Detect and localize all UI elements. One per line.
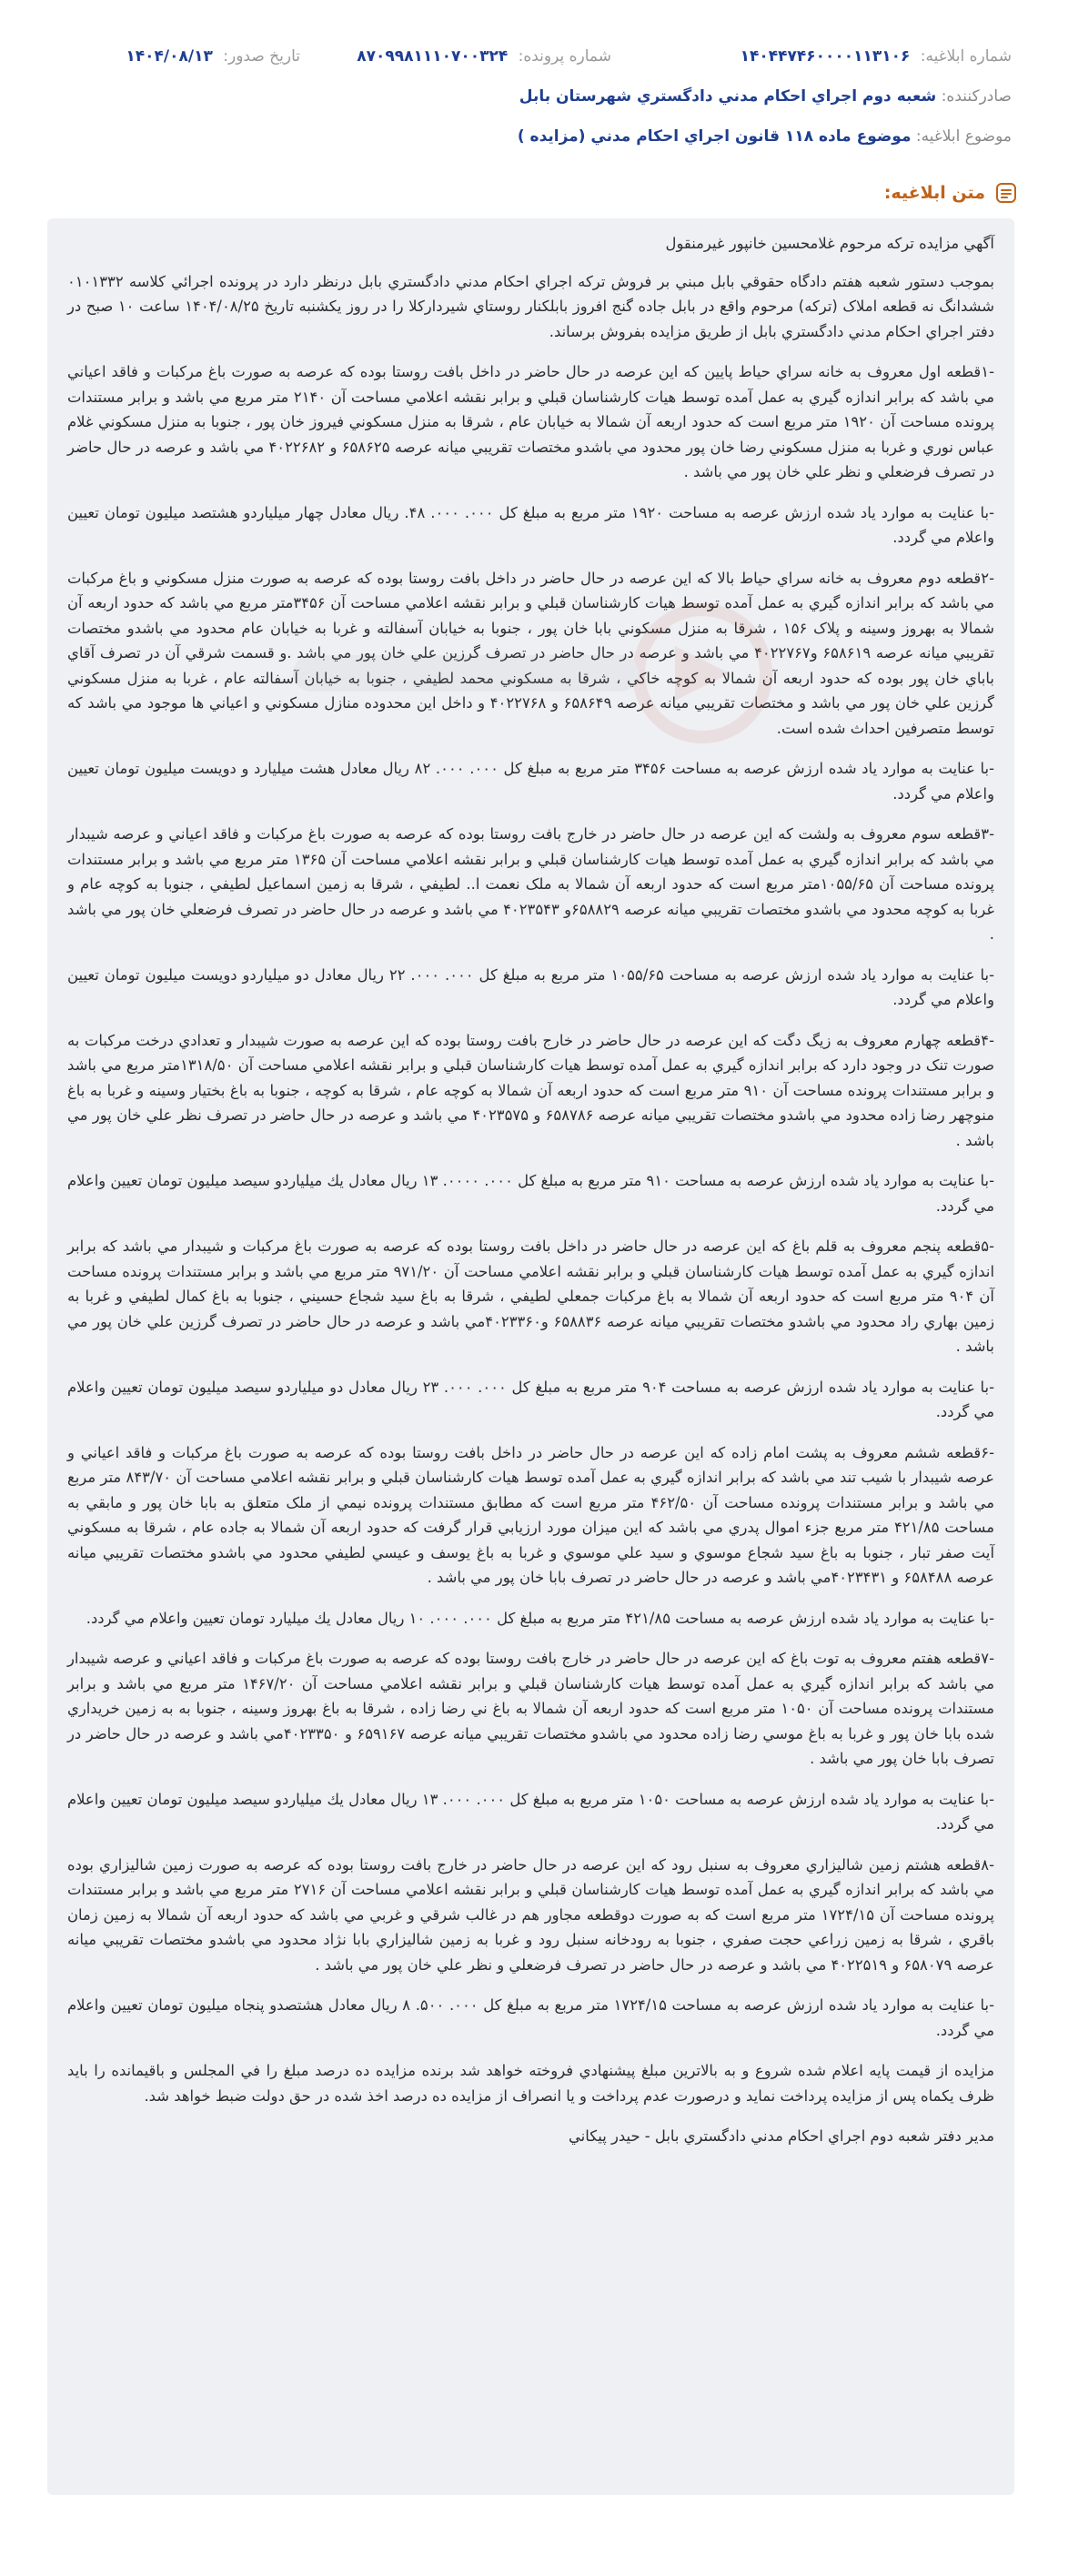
document-list-icon (994, 181, 1018, 205)
notice-header (0, 0, 1068, 182)
notice-body (47, 218, 1014, 2495)
paragraph-plot-8-value: -با عنايت به موارد ياد شده ارزش عرصه به مساحت ۱۷۲۴/۱۵ متر مربع به مبلغ کل ۰۰۰. ۵۰۰. ۸ ريال معادل هشتصدو پنجاه ميليون تومان تعيين واعلام مي گردد. (67, 1996, 994, 2039)
paragraph-plot-3: -۳قطعه سوم معروف به ولشت که اين عرصه در حال حاضر در خارج بافت روستا بوده که عرصه به صورت باغ مرکبات و فاقد اعياني و عرصه شيبدار مي باشد که برابر اندازه گيري به عمل آمده توسط هيات کارشناسان قبلي و برابر نقشه اعلامي مساحت آن ۱۳۶۵ متر مربع مي باشد و برابر مستندات پرونده مساحت آن ۱۰۵۵/۶۵متر مربع است که حدود اربعه آن شمالا به ملک نعمت ا.. لطيفي ، شرقا به زمين اسماعيل لطيفي ، جنوبا به کوچه عام و غربا به کوچه محدود مي باشدو مختصات تقريبي ميانه عرصه ۶۵۸۸۲۹و ۴۰۲۳۵۴۳ مي باشد و عرصه در حال حاضر در تصرف فرضعلي خان پور مي باشد . (67, 825, 995, 943)
sender-value: شعبه دوم اجراي احکام مدني دادگستري شهرستان بابل (519, 87, 937, 106)
issue-date (126, 47, 300, 66)
case-number-value: ۸۷۰۹۹۸۱۱۱۰۷۰۰۳۲۴ (357, 47, 509, 66)
paragraph-plot-1: -۱قطعه اول معروف به خانه سراي حياط پايين که اين عرصه در حال حاضر در داخل بافت روستا بوده که عرصه به صورت باغ مرکبات و فاقد اعياني مي باشد که برابر اندازه گيري به عمل آمده توسط هيات کارشناسان قبلي و برابر نقشه اعلامي مساحت آن ۲۱۴۰ متر مربع مي باشد و برابر مستندات پرونده مساحت آن ۱۹۲۰ متر مربع است که حدود اربعه آن شمالا به خيابان عام ، شرقا به منزل مسکوني فيروز خان پور ، جنوبا به منزل مسکوني غلام عباس نوري و غربا به منزل مسکوني رضا خان پور محدود مي باشدو مختصات تقريبي ميانه عرصه ۶۵۸۶۲۵ و ۴۰۲۲۶۸۲ مي باشد و عرصه در حال حاضر در تصرف فرضعلي و نظر علي خان پور مي باشد . (67, 363, 995, 480)
sender-row (55, 87, 1012, 106)
paragraph-plot-6-value: -با عنايت به موارد ياد شده ارزش عرصه به مساحت ۴۲۱/۸۵ متر مربع به مبلغ کل ۰۰۰. ۰۰۰. ۱۰ ريال معادل يك ميليارد تومان تعيين واعلام مي گردد. (86, 1609, 994, 1627)
paragraph-intro: بموجب دستور شعبه هفتم دادگاه حقوقي بابل مبني بر فروش ترکه اجراي احکام مدني دادگستري بابل درنظر دارد در پرونده اجرائي کلاسه ۰۱۰۱۳۳۲ ششدانگ نه قطعه املاک (ترکه) مرحوم واقع در بابل جاده گنج افروز بابلکنار روستاي شيرداركلا را در روز يكشنبه تاريخ ۱۴۰۴/۰۸/۲۵ ساعت ۱۰ صبح در دفتر اجراي احكام مدني دادگستري بابل از طريق مزايده بفروش برساند. (67, 272, 994, 340)
paragraph-plot-8: -۸قطعه هشتم زمين شاليزاري معروف به سنبل رود که اين عرصه در حال حاضر در خارج بافت روستا بوده که عرصه به صورت زمين شاليزاري بوده مي باشد که برابر اندازه گيري به عمل آمده توسط هيات کارشناسان قبلي و برابر نقشه اعلامي مساحت آن ۲۷۱۶ متر مربع مي باشد و برابر مستندات پرونده مساحت آن ۱۷۲۴/۱۵ متر مربع است که به صورت دوقطعه مجاور هم در غالب شرقي و غربي مي باشد که حدود اربعه آن شمالا به زمين زمان باقري ، شرقا به زمين زراعي حجت صفري ، جنوبا به رودخانه سنبل رود و غربا به زمين شاليزاري بابا نژاد محدود مي باشدو مختصات تقريبي ميانه عرصه ۶۵۸۰۷۹ و ۴۰۲۲۵۱۹ مي باشد و عرصه در حال حاضر در تصرف فرضعلي و نظر علي خان پور مي باشد . (67, 1855, 995, 1974)
notice-text-title: متن ابلاغيه: (883, 183, 985, 203)
paragraph-title: آگهي مزايده ترکه مرحوم غلامحسين خانپور غيرمنقول (665, 235, 994, 252)
paragraph-plot-3-value: -با عنايت به موارد ياد شده ارزش عرصه به مساحت ۱۰۵۵/۶۵ متر مربع به مبلغ کل ۰۰۰. ۰۰۰. ۲۲ ريال معادل دو ميلياردو دويست ميليون تومان تعيين واعلام مي گردد. (67, 965, 994, 1008)
paragraph-plot-5-value: -با عنايت به موارد ياد شده ارزش عرصه به مساحت ۹۰۴ متر مربع به مبلغ کل ۰۰۰. ۰۰۰. ۲۳ ريال معادل دو ميلياردو سيصد ميليون تومان تعيين واعلام مي گردد. (67, 1378, 994, 1420)
paragraph-plot-7-value: -با عنايت به موارد ياد شده ارزش عرصه به مساحت ۱۰۵۰ متر مربع به مبلغ کل ۰۰۰. ۰۰۰. ۱۳ ريال معادل يك ميلياردو سيصد ميليون تومان تعيين واعلام مي گردد. (67, 1790, 995, 1833)
paragraph-plot-6: -۶قطعه ششم معروف به پشت امام زاده که اين عرصه در حال حاضر در داخل بافت روستا بوده که عرصه به صورت باغ مرکبات و فاقد اعياني و عرصه شيبدار با شيب تند مي باشد که برابر اندازه گيري به عمل آمده توسط هيات کارشناسان قبلي و برابر نقشه اعلامي مساحت آن ۸۴۳/۷۰ متر مربع مي باشد و برابر مستندات پرونده مساحت آن ۴۶۲/۵۰ متر مربع است که مطابق مستندات پرونده نيمي از ملک متعلق به بابا خان پور و مابقي به مساحت ۴۲۱/۸۵ متر مربع جزء اموال پدري مي باشد که اين ميزان مورد ارزيابي قرار گرفت که حدود اربعه آن شمالا به جاده عام ، شرقا به مسکوني آيت صفر تبار ، جنوبا به باغ سيد شجاع موسوي و سيد علي موسوي و غربا به باغ يوسف و عيسي لطيفي محدود مي باشدو مختصات تقريبي ميانه عرصه ۶۵۸۴۸۸ و ۴۰۲۳۴۳۱مي باشد و عرصه در حال حاضر در تصرف بابا خان پور مي باشد . (67, 1443, 995, 1586)
notice-number-value: ۱۴۰۴۴۷۴۶۰۰۰۰۱۱۳۱۰۶ (740, 47, 911, 66)
meta-row (55, 47, 1012, 75)
issue-date-value: ۱۴۰۴/۰۸/۱۳ (126, 47, 213, 66)
issue-date-label: تاريخ صدور: (223, 47, 300, 66)
paragraph-plot-7: -۷قطعه هفتم معروف به توت باغ که اين عرصه در حال حاضر در خارج بافت روستا بوده که عرصه به صورت باغ مرکبات و فاقد اعياني و عرصه شيبدار مي باشد که برابر اندازه گيري به عمل آمده توسط هيات کارشناسان قبلي و برابر نقشه اعلامي مساحت آن ۱۴۶۷/۲۰ متر مربع مي باشد و برابر مستندات پرونده مساحت آن ۱۰۵۰ متر مربع است که حدود اربعه آن شمالا به باغ ني رضا زاده ، شرقا به باغ بهروز وسينه ، جنوبا به به زمين خريداري شده بابا خان پور و غربا به باغ موسي رضا زاده محدود مي باشدو مختصات تقريبي ميانه عرصه ۶۵۹۱۶۷ و ۴۰۲۳۳۵۰مي باشد و عرصه در حال حاضر در تصرف بابا خان پور مي باشد . (67, 1650, 995, 1767)
notice-number (741, 47, 1012, 66)
paragraph-plot-5: -۵قطعه پنجم معروف به قلم باغ که اين عرصه در حال حاضر در داخل بافت روستا بوده که عرصه به صورت باغ مرکبات و شيبدار مي باشد که برابر اندازه گيري به عمل آمده توسط هيات کارشناسان قبلي و برابر نقشه اعلامي مساحت آن ۹۷۱/۲۰ متر مربع مي باشد و برابر مستندات پرونده مساحت آن ۹۰۴ متر مربع است که حدود اربعه آن شمالا به باغ مرکبات جمعلي لطيفي ، شرقا به باغ سيد شجاع حسيني ، جنوبا به باغ کمال لطيفي و غربا به زمين بهاري راد محدود مي باشدو مختصات تقريبي ميانه عرصه ۶۵۸۸۳۶ و۴۰۲۳۳۶۰مي باشد و عرصه در حال حاضر در تصرف گرزين علي خان پور مي باشد . (67, 1237, 994, 1355)
paragraph-plot-2: -۲قطعه دوم معروف به خانه سراي حياط بالا که اين عرصه در حال حاضر در داخل بافت روستا بوده که عرصه به صورت منزل مسکوني و باغ مرکبات مي باشد که برابر اندازه گيري به عمل آمده توسط هيات کارشناسان قبلي و برابر نقشه اعلامي مساحت آن ۳۴۵۶متر مربع مي باشد که حدود اربعه آن شمالا به بهروز وسينه و پلاک ۱۵۶ ، شرقا به منزل مسکوني بابا خان پور ، جنوبا به خيابان آسفالته و غربا به خيابان عام محدود مي باشدو مختصات تقريبي ميانه عرصه ۶۵۸۶۱۹ و۴۰۲۲۷۶۷ مي باشد و عرصه در حال حاضر در تصرف گرزين علي خان پور مي باشد .و قسمت شرقي آن در تصرف آقاي باباي خان پور بوده که حدود اربعه آن شمالا به کوچه خاکي ، شرقا به مسکوني محمد لطيفي ، جنوبا به خيابان آسفالته عام ، غربا به منزل مسکوني گرزين علي خان پور مي باشد و مختصات تقريبي ميانه عرصه ۶۵۸۶۴۹ و ۴۰۲۲۷۶۸ و داخل اين محدوده منازل مسکوني و اعياني ها موجود مي باشد که توسط متصرفين احداث شده است. (67, 569, 995, 737)
paragraph-terms: مزايده از قيمت پايه اعلام شده شروع و به بالاترين مبلغ پيشنهادي فروخته خواهد شد برنده مزايده ده درصد مبلغ را في المجلس و باقيمانده را بايد ظرف يکماه پس از مزايده پرداخت نمايد و درصورت عدم پرداخت و يا انصراف از مزايده ده درصد اخذ شده در حق دولت ضبط خواهد شد. (67, 2062, 994, 2105)
paragraph-signature: مدير دفتر شعبه دوم اجراي احکام مدني دادگستري بابل - حيدر پيکاني (569, 2127, 994, 2145)
paragraph-plot-4: -۴قطعه چهارم معروف به زيگ دگت که اين عرصه در حال حاضر در خارج بافت روستا بوده که اين عرصه به صورت شيبدار و تعدادي درخت مرکبات به صورت تنک در وجود دارد که برابر اندازه گيري به عمل آمده توسط هيات کارشناسان قبلي و برابر نقشه اعلامي مساحت آن ۱۳۱۸/۵۰متر مربع مي باشد و برابر مستندات پرونده مساحت آن ۹۱۰ متر مربع است که حدود اربعه آن شمالا به کوچه عام ، شرقا به کوچه ، جنوبا به باغ بختيار وسينه و غربا به باغ منوچهر رضا زاده محدود مي باشدو مختصات تقريبي ميانه عرصه ۶۵۸۷۸۶ و ۴۰۲۳۵۷۵ مي باشد و عرصه در حال حاضر در تصرف نظر علي خان پور مي باشد . (67, 1031, 994, 1149)
subject-row (55, 127, 1012, 146)
paragraph-plot-4-value: -با عنايت به موارد ياد شده ارزش عرصه به مساحت ۹۱۰ متر مربع به مبلغ کل ۰۰۰. ۰۰۰۰. ۱۳ ريال معادل يك ميلياردو سيصد ميليون تومان تعيين واعلام مي گردد. (67, 1172, 995, 1215)
subject-value: موضوع ماده ۱۱۸ قانون اجراي احکام مدني (مزايده ) (517, 127, 912, 146)
subject-label: موضوع ابلاغيه: (915, 127, 1012, 146)
case-number (357, 47, 611, 66)
paragraph-plot-1-value: -با عنايت به موارد ياد شده ارزش عرصه به مساحت ۱۹۲۰ متر مربع به مبلغ کل ۰۰۰. ۰۰۰. ۴۸. ريال معادل چهار ميلياردو هشتصد ميليون تومان تعيين واعلام مي گردد. (67, 503, 995, 546)
notice-number-label: شماره ابلاغيه: (920, 47, 1012, 66)
notice-text-heading (884, 175, 1018, 211)
case-number-label: شماره پرونده: (518, 47, 611, 66)
sender-label: صادرکننده: (941, 87, 1012, 106)
paragraph-plot-2-value: -با عنايت به موارد ياد شده ارزش عرصه به مساحت ۳۴۵۶ متر مربع به مبلغ کل ۰۰۰. ۰۰۰. ۸۲ ريال معادل هشت ميليارد و دويست ميليون تومان تعيين واعلام مي گردد. (67, 760, 995, 803)
